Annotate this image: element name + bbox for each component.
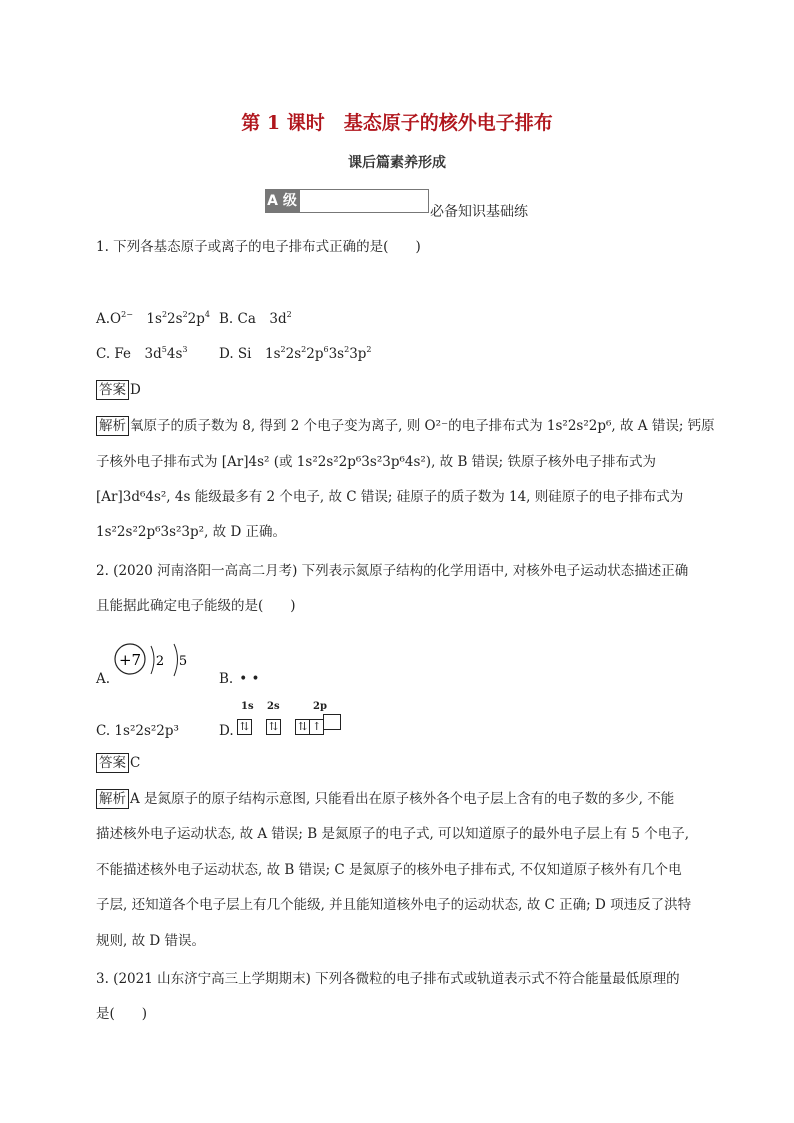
orbital-diagram bbox=[237, 714, 341, 735]
analysis-text: 氧原子的质子数为 8, 得到 2 个电子变为离子, 则 O²⁻的电子排布式为 1s²2s²2p⁶, 故 A 错误; 钙原 bbox=[130, 418, 715, 434]
orbital-box: ⇅ bbox=[295, 719, 310, 735]
q1-option-b bbox=[219, 308, 292, 330]
atomic-structure-diagram bbox=[108, 638, 193, 682]
level-badge: A 级 bbox=[265, 189, 299, 213]
shell-2-count: 5 bbox=[178, 654, 188, 669]
q2-answer-value: C bbox=[130, 755, 141, 771]
orbital-label-1s: 1s bbox=[241, 701, 254, 712]
shell-arc-2 bbox=[174, 644, 178, 676]
q2-option-b-label: B. bbox=[219, 671, 234, 687]
q2-option-c: C. 1s²2s²2p³ bbox=[96, 723, 179, 739]
q1-option-d: D. Si $1s^22s^22p^63s^23p^2$ bbox=[219, 345, 372, 362]
q1-stem: 1. 下列各基态原子或离子的电子排布式正确的是( ) bbox=[96, 239, 421, 255]
q1-analysis-line-3: [Ar]3d⁶4s², 4s 能级最多有 2 个电子, 故 C 错误; 硅原子的质子数为 14, 则硅原子的电子排布式为 bbox=[96, 489, 684, 505]
q2-analysis-line-3: 不能描述核外电子运动状态, 故 B 错误; C 是氮原子的核外电子排布式, 不仅知道原子核外有几个电 bbox=[96, 862, 682, 878]
q1-option-a: $A.O^{2-}$ $1s^22s^22p^4$ bbox=[96, 310, 210, 327]
q1-option-d-text: D. Si 1s bbox=[219, 346, 281, 362]
q2-stem-line-1: 2. (2020 河南洛阳一高高二月考) 下列表示氮原子结构的化学用语中, 对核外电子运动状态描述正确 bbox=[96, 563, 689, 579]
orbital-2p bbox=[295, 714, 341, 735]
analysis-text: A 是氮原子的原子结构示意图, 只能看出在原子核外各个电子层上含有的电子数的多少, 不能 bbox=[130, 791, 675, 807]
q2-analysis-line-1 bbox=[96, 788, 674, 810]
answer-label: 答案 bbox=[96, 753, 129, 773]
q1-analysis-line-4: 1s²2s²2p⁶3s²3p², 故 D 正确。 bbox=[96, 524, 287, 540]
q2-analysis-line-4: 子层, 还知道各个电子层上有几个能级, 并且能知道核外电子的运动状态, 故 C 正确; D 项违反了洪特 bbox=[96, 897, 692, 913]
q3-stem-line-2: 是( ) bbox=[96, 1006, 148, 1022]
orbital-box: ⇅ bbox=[266, 719, 281, 735]
electron-dots: • • bbox=[239, 671, 260, 687]
orbital-label-2p: 2p bbox=[313, 701, 327, 712]
q1-option-a-label: A. bbox=[96, 311, 111, 327]
orbital-2s bbox=[266, 715, 281, 735]
orbital-label-2s: 2s bbox=[267, 701, 280, 712]
answer-label: 答案 bbox=[96, 380, 129, 400]
q2-option-b bbox=[219, 668, 259, 690]
level-box bbox=[299, 189, 429, 213]
nucleus-label: +7 bbox=[118, 651, 142, 669]
q2-option-d-label: D. bbox=[219, 723, 234, 739]
orbital-box: ⇅ bbox=[237, 719, 252, 735]
q3-stem-line-1: 3. (2021 山东济宁高三上学期期末) 下列各微粒的电子排布式或轨道表示式不符合能量最低原理的 bbox=[96, 971, 680, 987]
q2-stem-line-2: 且能据此确定电子能级的是( ) bbox=[96, 598, 296, 614]
q1-option-c: C. Fe $3d^54s^3$ bbox=[96, 345, 188, 362]
analysis-label: 解析 bbox=[96, 789, 129, 809]
section-subtitle: 课后篇素养形成 bbox=[348, 155, 446, 171]
q1-answer-value: D bbox=[130, 382, 141, 398]
orbital-box bbox=[323, 714, 341, 730]
q1-option-b-sup: 2 bbox=[286, 310, 292, 319]
q1-answer bbox=[96, 379, 141, 401]
q2-answer bbox=[96, 752, 140, 774]
orbital-1s bbox=[237, 715, 252, 735]
q1-analysis-line-1 bbox=[96, 415, 715, 437]
q1-analysis-line-2: 子核外电子排布式为 [Ar]4s² (或 1s²2s²2p⁶3s²3p⁶4s²), 故 B 错误; 铁原子核外电子排布式为 bbox=[96, 454, 656, 470]
analysis-label: 解析 bbox=[96, 416, 129, 436]
orbital-box: ↑ bbox=[309, 719, 324, 735]
shell-1-count: 2 bbox=[155, 654, 165, 669]
page-title: 第 1 课时 基态原子的核外电子排布 bbox=[241, 112, 553, 134]
q1-option-b-text: B. Ca 3d bbox=[219, 311, 287, 327]
q1-option-a-species: O bbox=[110, 311, 122, 327]
level-text: 必备知识基础练 bbox=[430, 204, 528, 220]
q2-option-a-label: A. bbox=[96, 671, 111, 687]
q2-analysis-line-2: 描述核外电子运动状态, 故 A 错误; B 是氮原子的电子式, 可以知道原子的最外电子层上有 5 个电子, bbox=[96, 826, 690, 842]
q1-option-a-charge: 2− bbox=[121, 310, 133, 319]
q2-analysis-line-5: 规则, 故 D 错误。 bbox=[96, 933, 205, 949]
q1-option-c-text: C. Fe 3d bbox=[96, 346, 162, 362]
shell-arc-1 bbox=[151, 646, 154, 674]
